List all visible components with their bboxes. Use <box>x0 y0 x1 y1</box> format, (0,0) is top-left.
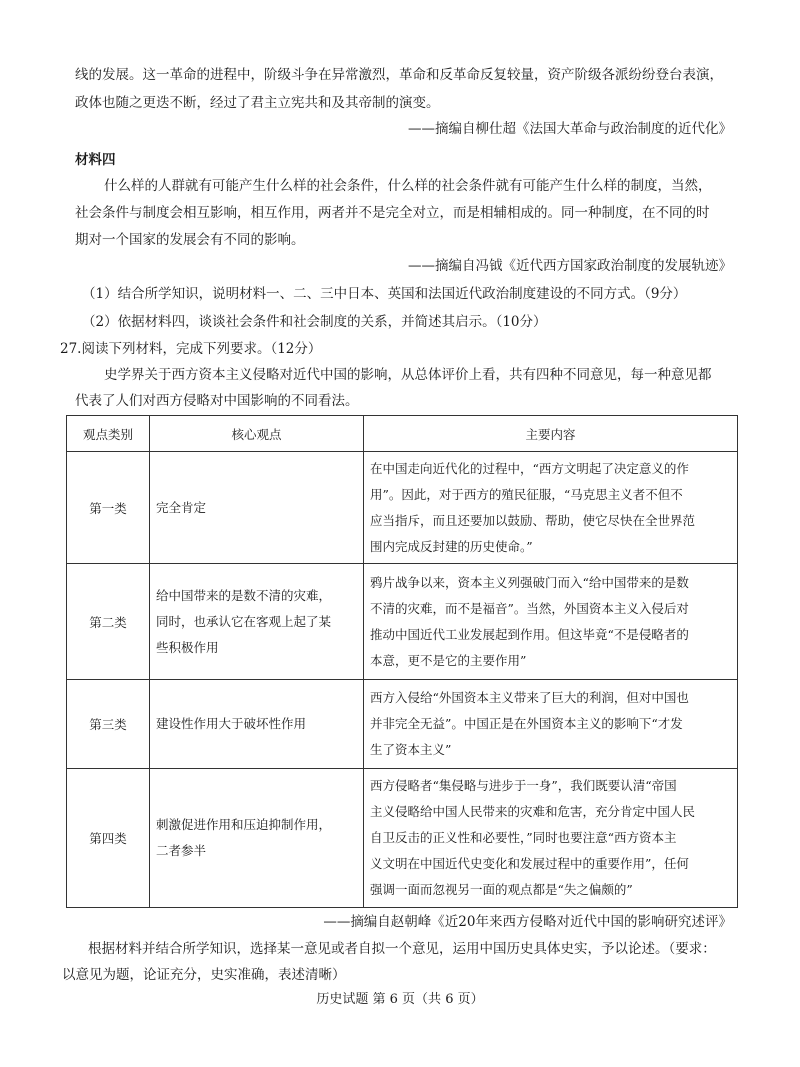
table-header-row <box>67 416 738 452</box>
cell-line: 生了资本主义” <box>370 742 452 757</box>
paragraph-line: 期对一个国家的发展会有不同的影响。 <box>75 232 305 248</box>
paragraph-line: 代表了人们对西方侵略对中国影响的不同看法。 <box>75 393 359 409</box>
page-footer: 历史试题 第 6 页（共 6 页） <box>316 992 484 1007</box>
paragraph-line: 政体也随之更迭不断，经过了君主立宪共和及其帝制的演变。 <box>75 95 440 111</box>
views-table <box>66 415 738 908</box>
cell-line: 西方入侵给“外国资本主义带来了巨大的利润，但对中国也 <box>370 690 689 705</box>
cell-line: 不清的灾难，而不是福音”。当然，外国资本主义入侵后对 <box>370 600 689 616</box>
cell-line: 自卫反击的正义性和必要性，”同时也要注意“西方资本主 <box>370 830 677 845</box>
cell-line: 同时，也承认它在客观上起了某 <box>156 613 332 629</box>
source-citation: ——摘编自冯钺《近代西方国家政治制度的发展轨迹》 <box>408 258 732 274</box>
cell-line: 西方侵略者“集侵略与进步于一身”，我们既要认清“帝国 <box>370 778 677 793</box>
cell-line: 二者参半 <box>156 843 207 858</box>
cell-line: 义文明在中国近代史变化和发展过程中的重要作用”，任何 <box>370 856 689 871</box>
table-row <box>67 680 738 769</box>
category-cell: 第二类 <box>67 564 150 680</box>
core-view-cell <box>150 769 364 908</box>
cell-line: 应当指斥，而且还要加以鼓励、帮助，使它尽快在全世界范 <box>370 512 696 528</box>
cell-line: 用”。因此，对于西方的殖民征服，“马克思主义者不但不 <box>370 486 683 502</box>
paragraph-line: 史学界关于西方资本主义侵略对近代中国的影响，从总体评价上看，共有四种不同意见，每一种意见都 <box>104 367 712 383</box>
table-row <box>67 564 738 680</box>
question-2: （2）依据材料四，谈谈社会条件和社会制度的关系，并简述其启示。（10分） <box>82 314 547 330</box>
content-cell <box>364 680 738 769</box>
task-line: 根据材料并结合所学知识，选择某一意见或者自拟一个意见，运用中国历史具体史实，予以论述。（要求： <box>88 941 716 957</box>
table-row <box>67 769 738 908</box>
cell-line: 本意，更不是它的主要作用” <box>370 652 527 668</box>
cell-line: 完全肯定 <box>156 499 207 515</box>
task-line: 以意见为题，论证充分，史实准确，表述清晰） <box>62 967 346 983</box>
core-view-cell <box>150 452 364 564</box>
column-header: 观点类别 <box>67 416 150 452</box>
category-cell: 第一类 <box>67 452 150 564</box>
cell-line: 主义侵略给中国人民带来的灾难和危害，充分肯定中国人民 <box>370 804 696 819</box>
cell-line: 围内完成反封建的历史使命。” <box>370 538 533 554</box>
cell-line: 并非完全无益”。中国正是在外国资本主义的影响下“才发 <box>370 716 683 731</box>
content-cell <box>364 564 738 680</box>
question-1: （1）结合所学知识，说明材料一、二、三中日本、英国和法国近代政治制度建设的不同方式。（9分） <box>82 286 687 302</box>
paragraph-line: 社会条件与制度会相互影响，相互作用，两者并不是完全对立，而是相辅相成的。同一种制度，在不同的时 <box>75 205 710 221</box>
cell-line: 推动中国近代工业发展起到作用。但这毕竟“不是侵略者的 <box>370 626 689 642</box>
content-cell <box>364 452 738 564</box>
cell-line: 刺激促进作用和压迫抑制作用， <box>156 817 332 832</box>
column-header: 核心观点 <box>150 416 364 452</box>
paragraph-line: 什么样的人群就有可能产生什么样的社会条件，什么样的社会条件就有可能产生什么样的制度，当然， <box>104 178 712 194</box>
cell-line: 在中国走向近代化的过程中，“西方文明起了决定意义的作 <box>370 460 689 476</box>
cell-line: 给中国带来的是数不清的灾难， <box>156 587 332 603</box>
question-27-title: 27.阅读下列材料，完成下列要求。（12分） <box>60 341 322 357</box>
category-cell: 第四类 <box>67 769 150 908</box>
source-citation: ——摘编自柳仕超《法国大革命与政治制度的近代化》 <box>408 121 732 137</box>
cell-line: 建设性作用大于破坏性作用 <box>156 716 307 731</box>
cell-line: 些积极作用 <box>156 639 219 655</box>
table-row <box>67 452 738 564</box>
cell-line: 鸦片战争以来，资本主义列强破门而入“给中国带来的是数 <box>370 574 689 590</box>
material-label: 材料四 <box>75 152 116 168</box>
source-citation: ——摘编自赵朝峰《近20年来西方侵略对近代中国的影响研究述评》 <box>323 914 732 930</box>
core-view-cell <box>150 680 364 769</box>
core-view-cell <box>150 564 364 680</box>
paragraph-line: 线的发展。这一革命的进程中，阶级斗争在异常激烈，革命和反革命反复较量，资产阶级各派纷纷登台表演， <box>75 67 723 83</box>
cell-line: 强调一面而忽视另一面的观点都是“失之偏颇的” <box>370 882 633 897</box>
column-header: 主要内容 <box>364 416 738 452</box>
category-cell: 第三类 <box>67 680 150 769</box>
content-cell <box>364 769 738 908</box>
